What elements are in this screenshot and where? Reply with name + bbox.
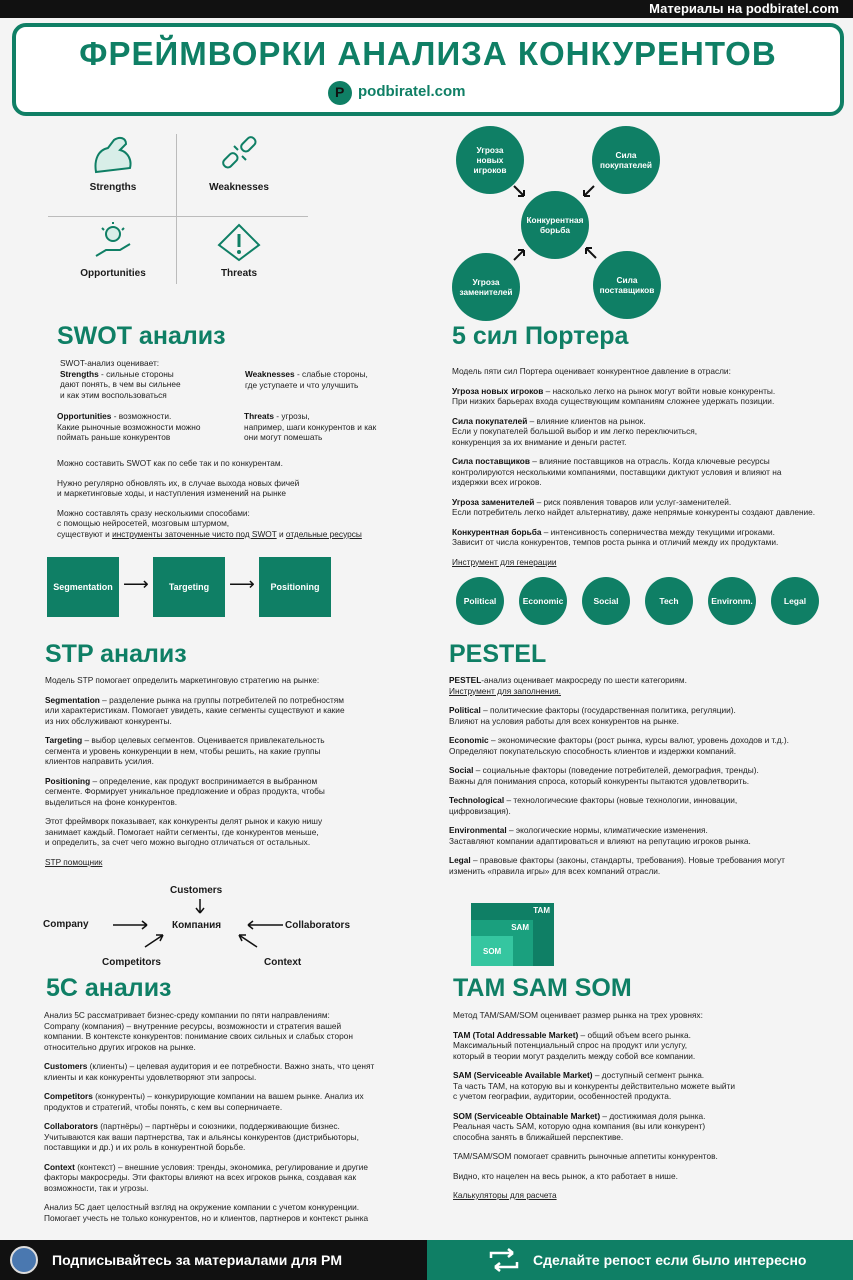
pestel-item-term: Social — [449, 765, 474, 775]
swot-link-resources[interactable]: отдельные ресурсы — [285, 528, 362, 539]
porter-link[interactable]: Инструмент для генерации — [452, 556, 557, 567]
footer-subscribe-text: Подписывайтесь за материалами для PM — [52, 1252, 343, 1268]
top-bar-text[interactable]: Материалы на podbiratel.com — [649, 1, 839, 16]
pestel-body — [449, 675, 847, 885]
fivec-item-term: Competitors — [44, 1091, 93, 1101]
fivec-center: Компания — [172, 920, 222, 931]
pestel-item-4 — [449, 825, 847, 846]
fivec-item-text: (конкуренты) – конкурирующие компании на вашем рынке. Анализ их продуктов и стратегий, чтобы понять, с кем вы соперничаете. — [44, 1091, 364, 1112]
stp-item-1 — [45, 735, 425, 767]
porter-item-4 — [452, 527, 847, 548]
fivec-arrows — [105, 895, 290, 955]
stp-item-text: – разделение рынка на группы потребителей по потребностям или характеристикам. Помогает увидеть, какие сегменты существуют и какие из них обслуживают конкуренты. — [45, 694, 345, 726]
pestel-item-text: – политические факторы (государственная политика, регуляции). Влияют на условия работы для всех конкурентов на рынке. — [449, 705, 736, 726]
pestel-item-text: – социальные факторы (поведение потребителей, демография, тренды). Важны для понимания спроса, который конкуренты пытаются удовлетворить. — [449, 765, 759, 786]
swot-opportunities-label: Opportunities — [80, 268, 146, 279]
warning-icon — [216, 222, 262, 262]
porter-intro: Модель пяти сил Портера оценивает конкурентное давление в отрасли: — [452, 366, 731, 376]
pestel-item-5 — [449, 855, 847, 876]
stp-link[interactable]: STP помощник — [45, 856, 103, 867]
pestel-item-2 — [449, 765, 847, 786]
fivec-item-2 — [44, 1121, 424, 1153]
porter-substitutes-label: Угроза заменителей — [459, 277, 513, 297]
tam-item-0 — [453, 1030, 843, 1062]
fivec-customers: Customers — [170, 885, 223, 896]
broken-chain-icon — [216, 132, 262, 176]
pestel-item-text: – правовые факторы (законы, стандарты, требования). Новые требования могут изменить «правила игры» для всех компаний отрасли. — [449, 855, 785, 876]
fivec-item-1 — [44, 1091, 424, 1112]
swot-intro — [60, 358, 240, 400]
page-title: ФРЕЙМВОРКИ АНАЛИЗА КОНКУРЕНТОВ — [79, 35, 777, 72]
porter-buyers-label: Сила покупателей — [599, 150, 653, 170]
swot-body — [57, 458, 407, 548]
swot-threats — [174, 222, 304, 279]
stp-item-0 — [45, 695, 425, 727]
pestel-title: PESTEL — [449, 640, 547, 668]
stp-title: STP анализ — [45, 640, 187, 668]
tam-intro: Метод TAM/SAM/SOM оценивает размер рынка на трех уровнях: — [453, 1010, 703, 1020]
fivec-item-text: (контекст) – внешние условия: тренды, экономика, регулирование и другие факторы макросреды. Эти факторы влияют на всех игроков рынка, создавая как возможности, так и угрозы. — [44, 1161, 369, 1193]
fivec-item-text: (клиенты) – целевая аудитория и ее потребности. Важно знать, что ценят клиенты и как конкуренты удовлетворяют эти запросы. — [44, 1061, 375, 1082]
pestel-item-term: Economic — [449, 735, 489, 745]
swot-p3: Можно составлять сразу несколькими способами: с помощью нейросетей, мозговым штурмом, существуют и — [57, 507, 250, 539]
fivec-competitors: Competitors — [102, 957, 161, 968]
fivec-company: Company — [43, 919, 89, 930]
pestel-item-1 — [449, 735, 847, 756]
porter-item-term: Сила поставщиков — [452, 456, 530, 466]
top-bar — [0, 0, 853, 18]
pestel-political: Political — [456, 577, 504, 625]
stp-outro: Этот фреймворк показывает, как конкуренты делят рынок и какую нишу занимает каждый. Помогает найти сегменты, где конкурентов меньше, и определить, за счет чего можно выгодно отличаться от остальных. — [45, 816, 323, 847]
pestel-social: Social — [582, 577, 630, 625]
fivec-intro: Анализ 5С рассматривает бизнес-среду компании по пяти направлениям: Company (компания) – внутренние ресурсы, возможности и стратегия вашей компании. В контексте конкурентов: понимание своих сильных и слабых сторон относительно других игроков на рынке. — [44, 1010, 353, 1052]
stp-item-text: – определение, как продукт воспринимается в выбранном сегменте. Формирует уникальное предложение и образ продукта, чтобы выделиться на фоне конкурентов. — [45, 775, 325, 807]
pestel-item-text: – экономические факторы (рост рынка, курсы валют, уровень доходов и т.д.). Определяют покупательскую способность клиентов и издержки компаний. — [449, 735, 789, 756]
swot-strengths — [48, 132, 178, 193]
stp-item-term: Targeting — [45, 735, 83, 745]
stp-body — [45, 675, 425, 876]
stp-item-text: – выбор целевых сегментов. Оценивается привлекательность сегмента и уровень конкуренции в нем, чтобы решить, на какие группы клиентов направить усилия. — [45, 735, 325, 766]
tam-link[interactable]: Калькуляторы для расчета — [453, 1190, 557, 1200]
porter-item-3 — [452, 497, 847, 518]
stp-intro: Модель STP помогает определить маркетинговую стратегию на рынке: — [45, 675, 320, 685]
swot-s-term: Strengths — [60, 368, 99, 379]
pestel-economic: Economic — [519, 577, 567, 625]
arrow-right-icon: ⟶ — [229, 574, 255, 594]
swot-o-text: - возможности. Какие рыночные возможности можно поймать раньше конкурентов — [57, 411, 201, 442]
swot-link-tools[interactable]: инструменты заточенные чисто под SWOT — [112, 528, 277, 539]
swot-weaknesses — [174, 132, 304, 193]
tam-item-term: TAM (Total Addressable Market) — [453, 1029, 579, 1040]
porter-body — [452, 366, 847, 576]
pestel-item-term: Technological — [449, 795, 505, 805]
arrow-right-icon: ⟶ — [123, 574, 149, 594]
swot-threats-label: Threats — [220, 268, 258, 279]
fivec-item-term: Context — [44, 1161, 75, 1172]
footer-repost[interactable] — [427, 1240, 853, 1280]
swot-grid — [48, 130, 308, 290]
swot-intro-line: SWOT-анализ оценивает: — [60, 358, 160, 368]
fivec-collaborators: Collaborators — [285, 920, 351, 931]
porter-center-label: Конкурентная борьба — [526, 215, 584, 235]
fivec-item-term: Customers — [44, 1061, 88, 1071]
pestel-item-term: Legal — [449, 855, 471, 865]
swot-p2: Нужно регулярно обновлять их, в случае выхода новых фичей и маркетинговые ходы, и наступления изменений на рынке — [57, 477, 300, 498]
repost-icon — [487, 1248, 521, 1272]
pestel-intro — [449, 675, 847, 696]
footer-repost-text: Сделайте репост если было интересно — [533, 1252, 807, 1268]
tam-body — [453, 1010, 843, 1210]
swot-title: SWOT анализ — [57, 322, 226, 350]
tam-item-term: SOM (Serviceable Obtainable Market) — [453, 1110, 601, 1121]
fivec-item-term: Collaborators — [44, 1121, 98, 1131]
tam-item-2 — [453, 1111, 843, 1143]
avatar — [10, 1246, 38, 1274]
site-name[interactable]: podbiratel.com — [358, 83, 466, 100]
tam-title: TAM SAM SOM — [453, 974, 632, 1002]
tam-p2: Видно, кто нацелен на весь рынок, а кто работает в нише. — [453, 1170, 678, 1181]
porter-arrows — [500, 180, 610, 270]
tam-label: TAM — [533, 906, 550, 915]
stp-box-segmentation: Segmentation — [47, 557, 119, 617]
porter-new-players-label: Угроза новых игроков — [473, 145, 507, 175]
swot-strengths-label: Strengths — [89, 182, 137, 193]
porter-item-term: Угроза новых игроков — [452, 385, 544, 396]
fivec-item-0 — [44, 1061, 424, 1082]
pestel-environmental: Environm. — [708, 577, 756, 625]
pestel-intro-text: -анализ оценивает макросреду по шести категориям. — [481, 675, 687, 685]
fivec-body — [44, 1010, 424, 1232]
porter-item-text: – риск появления товаров или услуг-заменителей. Если потребитель легко найдет альтернативу, даже непрямые конкуренты создают давление. — [452, 496, 816, 517]
pestel-link[interactable]: Инструмент для заполнения. — [449, 685, 561, 696]
pestel-tech: Tech — [645, 577, 693, 625]
stp-item-term: Positioning — [45, 775, 91, 786]
swot-opportunities — [48, 222, 178, 279]
som-square — [471, 936, 513, 966]
fivec-item-3 — [44, 1162, 424, 1194]
fivec-title: 5С анализ — [46, 974, 172, 1002]
stp-item-2 — [45, 776, 425, 808]
muscle-icon — [90, 132, 136, 176]
tam-item-text: – доступный сегмент рынка. Та часть TAM, на которую вы и конкуренты действительно можете выйти с учетом географии, аудитории, особенностей продукта. — [453, 1070, 735, 1101]
pestel-item-0 — [449, 705, 847, 726]
fivec-context: Context — [264, 957, 302, 968]
porter-title: 5 сил Портера — [452, 322, 629, 350]
swot-s-text: - сильные стороны дают понять, в чем вы сильнее и как этим воспользоваться — [60, 368, 181, 400]
porter-item-text: – интенсивность соперничества между текущими игроками. Зависит от числа конкурентов, темпов роста рынка и отличий между их продуктами. — [452, 526, 779, 547]
swot-w-term: Weaknesses — [245, 369, 295, 379]
footer-subscribe[interactable] — [0, 1240, 427, 1280]
tam-item-text: – общий объем всего рынка. Максимальный потенциальный спрос на продукт или услугу, который в теории могут разделить между собой все компании. — [453, 1029, 696, 1061]
som-label: SOM — [483, 947, 502, 956]
tam-item-term: SAM (Serviceable Available Market) — [453, 1070, 593, 1080]
tam-item-1 — [453, 1070, 843, 1102]
pestel-item-term: Political — [449, 705, 481, 715]
lightbulb-hand-icon — [90, 222, 136, 262]
swot-t-term: Threats — [244, 411, 274, 421]
porter-item-term: Сила покупателей — [452, 415, 528, 426]
sam-label: SAM — [511, 923, 529, 932]
porter-item-text: – насколько легко на рынок могут войти новые конкуренты. При низких барьерах входа существующим компаниям сложнее удержать позиции. — [452, 385, 776, 406]
stp-box-targeting: Targeting — [153, 557, 225, 617]
swot-w-text: - слабые стороны, где уступаете и что улучшить — [245, 369, 368, 390]
pestel-item-term: Environmental — [449, 825, 507, 835]
swot-o-term: Opportunities — [57, 411, 112, 421]
sam-square — [471, 920, 533, 966]
pestel-item-3 — [449, 795, 847, 816]
swot-divider-h — [48, 216, 308, 217]
porter-item-term: Угроза заменителей — [452, 496, 535, 507]
swot-weak-text — [245, 369, 425, 390]
swot-t-text: - угрозы, например, шаги конкурентов и как они могут помешать — [244, 411, 377, 442]
pestel-legal: Legal — [771, 577, 819, 625]
swot-opp-text — [57, 411, 242, 443]
tam-p1: TAM/SAM/SOM помогает сравнить рыночные аппетиты конкурентов. — [453, 1151, 718, 1161]
pestel-item-text: – технологические факторы (новые технологии, инновации, цифровизация). — [449, 795, 738, 816]
fivec-outro: Анализ 5С дает целостный взгляд на окружение компании с учетом конкуренции. Помогает учесть не только конкурентов, но и клиентов, партнеров и контекст рынка — [44, 1202, 369, 1223]
porter-item-1 — [452, 416, 847, 448]
pestel-item-text: – экологические нормы, климатические изменения. Заставляют компании адаптироваться и влияют на репутацию игроков рынка. — [449, 825, 751, 846]
porter-suppliers-label: Сила поставщиков — [599, 275, 655, 295]
logo-icon — [328, 81, 352, 105]
stp-item-term: Segmentation — [45, 694, 100, 705]
porter-item-2 — [452, 456, 847, 488]
tam-item-text: – достижимая доля рынка. Реальная часть SAM, которую одна компания (вы или конкурент) способна занять в ближайшей перспективе. — [453, 1110, 706, 1142]
porter-item-text: – влияние клиентов на рынок. Если у покупателей большой выбор и им легко переключиться, конкуренция за их внимание и деньги растет. — [452, 415, 698, 447]
tam-square — [471, 903, 554, 966]
fivec-item-text: (партнёры) – партнёры и союзники, поддерживающие бизнес. Учитываются как ваши партнерства, так и альянсы конкурентов (дистрибьюторы, поставщики и др.) и их роль в конкурентной борьбе. — [44, 1121, 359, 1152]
pestel-intro-term: PESTEL — [449, 675, 482, 685]
swot-weaknesses-label: Weaknesses — [209, 182, 269, 193]
porter-item-term: Конкурентная борьба — [452, 526, 542, 537]
stp-box-positioning: Positioning — [259, 557, 331, 617]
header-card — [12, 23, 844, 116]
swot-p3-mid: и — [276, 528, 286, 539]
swot-p1: Можно составить SWOT как по себе так и по конкурентам. — [57, 458, 283, 468]
porter-item-text: – влияние поставщиков на отрасль. Когда ключевые ресурсы контролируются несколькими компаниями, поставщики диктуют условия и влияют на издержки всех игроков. — [452, 456, 782, 487]
porter-item-0 — [452, 386, 847, 407]
swot-threat-text — [244, 411, 424, 443]
